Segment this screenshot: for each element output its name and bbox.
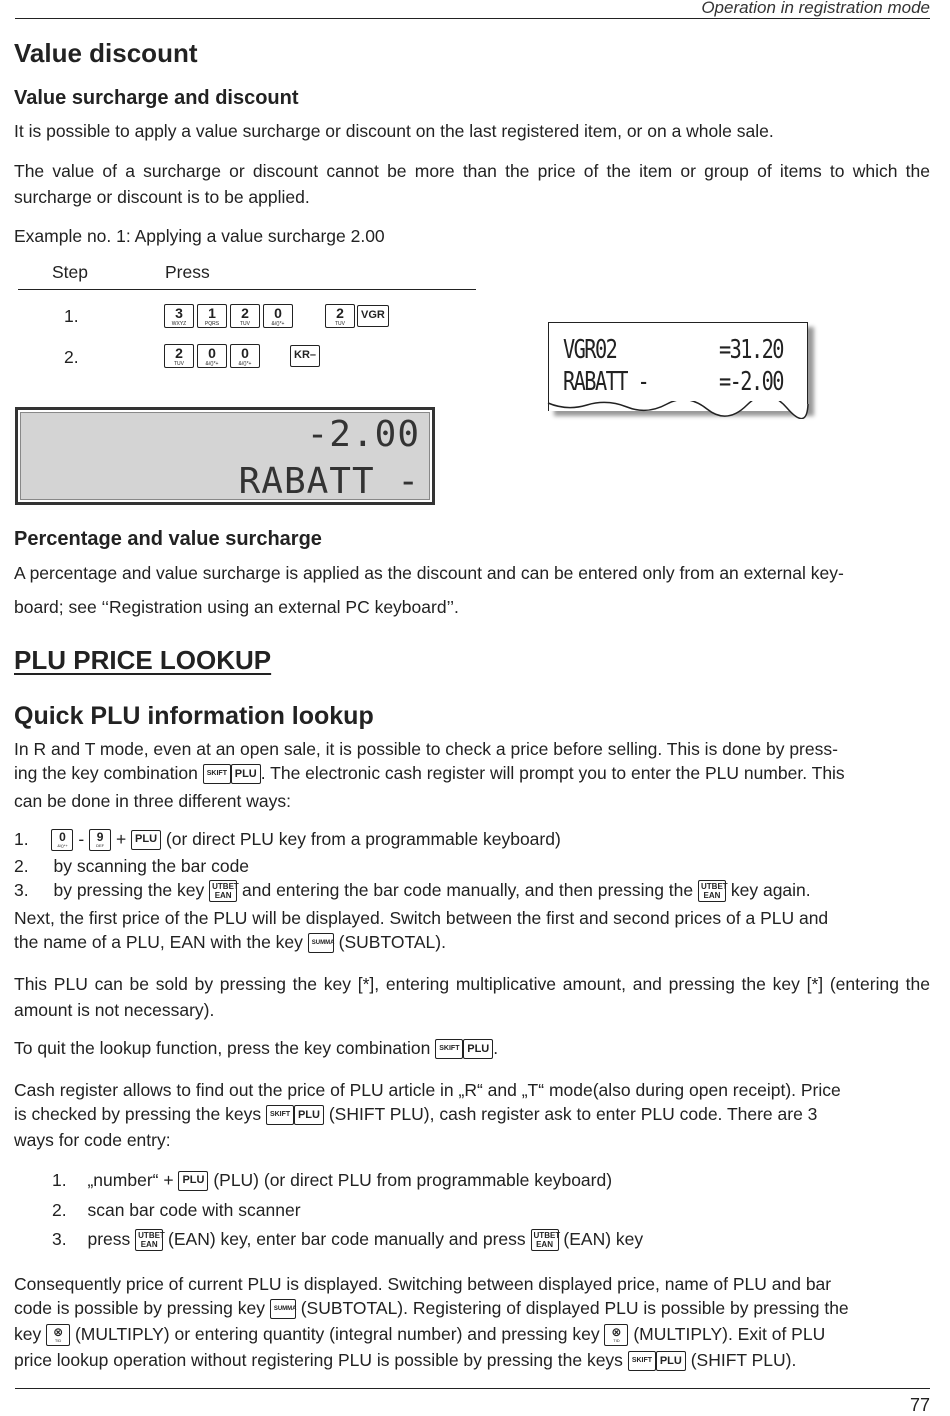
key-0: 0 &/()*+ <box>51 829 73 851</box>
step1-keys <box>164 304 389 328</box>
text: . <box>493 1038 499 1058</box>
lcd-line-2: RABATT - <box>238 461 420 502</box>
text: ing the key combination <box>14 763 198 783</box>
key-2: 2 TUV <box>325 304 355 328</box>
text: . The electronic cash register will prompt you to enter the PLU number. This <box>260 763 845 783</box>
header-rule <box>15 18 930 19</box>
key-plu: PLU <box>463 1039 493 1059</box>
key-skift: SKIFT <box>203 764 231 784</box>
key-utbet-ean: UTBET EAN <box>135 1229 163 1251</box>
paragraph-plu-display: Next, the first price of the PLU will be displayed. Switch between the first and second prices of a PLU and <box>14 908 829 928</box>
list-item <box>14 880 811 902</box>
example-label: Example no. 1: Applying a value surcharge 2.00 <box>14 226 385 246</box>
list-item <box>14 856 249 877</box>
running-header: Operation in registration mode <box>701 0 930 17</box>
key-0: 0 &/()*+ <box>197 344 227 368</box>
text: the name of a PLU, EAN with the key <box>14 932 303 952</box>
key-skift: SKIFT <box>435 1039 463 1059</box>
lcd-line-1: -2.00 <box>306 414 420 455</box>
text: (SUBTOTAL). <box>338 932 446 952</box>
paragraph-plu-quit <box>14 1038 498 1059</box>
key-utbet-ean: UTBET EAN <box>698 880 726 902</box>
list-number: 2. <box>52 1200 67 1220</box>
section-subtitle: Percentage and value surcharge <box>14 528 322 550</box>
list-text: (EAN) key <box>563 1229 644 1249</box>
text: code is possible by pressing key <box>14 1298 265 1318</box>
paragraph-intro: It is possible to apply a value surcharge or discount on the last registered item, or on a whole sale. <box>14 121 774 141</box>
paragraph-limit: The value of a surcharge or discount cannot be more than the price of the item or group of items to which the surcharge or discount is to be applied. <box>14 161 930 207</box>
key-multiply: ⊗ TID <box>604 1324 628 1346</box>
printed-receipt <box>548 322 808 411</box>
paragraph-plu-intro: In R and T mode, even at an open sale, it is possible to check a price before selling. This is done by press- <box>14 739 838 759</box>
text: To quit the lookup function, press the key combination <box>14 1038 431 1058</box>
key-plu: PLU <box>131 830 161 850</box>
paragraph-price-check: ways for code entry: <box>14 1130 171 1150</box>
key-0: 0 &/()*+ <box>230 344 260 368</box>
list-number: 1. <box>52 1170 67 1190</box>
key-plu: PLU <box>231 764 261 784</box>
list-item <box>52 1229 643 1251</box>
receipt-value: =-2.00 <box>719 367 783 397</box>
key-1: 1 PQRS <box>197 304 227 328</box>
plu-section-title: PLU PRICE LOOKUP <box>14 645 272 675</box>
key-summa: SUMMA <box>308 933 334 953</box>
list-item <box>52 1200 301 1221</box>
list-text: key again. <box>730 880 811 900</box>
step2-keys <box>164 344 320 368</box>
page-number: 77 <box>909 1395 930 1415</box>
key-skift: SKIFT <box>628 1351 656 1371</box>
text: (MULTIPLY). Exit of PLU <box>633 1324 826 1344</box>
key-2: 2 TUV <box>164 344 194 368</box>
list-text: (EAN) key, enter bar code manually and press <box>168 1229 526 1249</box>
text: key <box>14 1324 42 1344</box>
paragraph-percentage: A percentage and value surcharge is applied as the discount and can be entered only from an external key- <box>14 563 844 583</box>
step-number: 2. <box>64 347 79 367</box>
key-multiply: ⊗ TID <box>46 1324 70 1346</box>
step-column-header: Step <box>52 262 88 282</box>
receipt-label: VGR02 <box>563 335 617 365</box>
receipt-row <box>563 367 797 397</box>
list-number: 1. <box>14 829 29 849</box>
list-number: 3. <box>52 1229 67 1249</box>
list-text: „number“ + <box>87 1170 174 1190</box>
paragraph-plu-display <box>14 932 446 953</box>
text: (SHIFT PLU), cash register ask to enter PLU code. There are 3 <box>328 1104 818 1124</box>
paragraph-plu-consequent <box>14 1350 796 1371</box>
receipt-label: RABATT - <box>563 367 649 397</box>
text: (SHIFT PLU). <box>690 1350 797 1370</box>
receipt-row <box>563 335 797 365</box>
list-number: 3. <box>14 880 29 900</box>
text: is checked by pressing the keys <box>14 1104 262 1124</box>
list-item <box>14 829 561 851</box>
paragraph-plu-intro: can be done in three different ways: <box>14 791 291 811</box>
paragraph-plu-consequent <box>14 1298 849 1319</box>
key-utbet-ean: UTBET EAN <box>531 1229 559 1251</box>
key-2: 2 TUV <box>230 304 260 328</box>
paragraph-price-check: Cash register allows to find out the price of PLU article in „R“ and „T“ mode(also during open receipt). Price <box>14 1080 841 1100</box>
list-text: scan bar code with scanner <box>87 1200 301 1220</box>
text: price lookup operation without registering PLU is possible by pressing the keys <box>14 1350 623 1370</box>
paragraph-plu-consequent <box>14 1324 825 1346</box>
list-number: 2. <box>14 856 29 876</box>
section-subtitle: Value surcharge and discount <box>14 87 299 109</box>
paragraph-plu-intro <box>14 763 845 784</box>
key-0: 0 &/()*+ <box>263 304 293 328</box>
key-plu: PLU <box>294 1105 324 1125</box>
step-number: 1. <box>64 306 79 326</box>
key-9: 9 DEF <box>89 829 111 851</box>
step-table-rule <box>18 289 476 290</box>
key-utbet-ean: UTBET EAN <box>209 880 237 902</box>
text: (MULTIPLY) or entering quantity (integral number) and pressing key <box>74 1324 600 1344</box>
list-text: and entering the bar code manually, and then pressing the <box>242 880 694 900</box>
list-text: by scanning the bar code <box>53 856 250 876</box>
dash: - <box>78 829 85 849</box>
press-column-header: Press <box>165 262 210 282</box>
list-text: (or direct PLU key from a programmable keyboard) <box>165 829 561 849</box>
key-plu: PLU <box>178 1171 208 1191</box>
key-skift: SKIFT <box>266 1105 294 1125</box>
receipt-value: =31.20 <box>719 335 783 365</box>
footer-rule <box>15 1388 930 1389</box>
key-summa: SUMMA <box>270 1299 296 1319</box>
plu-subtitle: Quick PLU information lookup <box>14 702 374 730</box>
key-vgr: VGR <box>357 305 389 327</box>
paragraph-price-check <box>14 1104 817 1125</box>
list-text: (PLU) (or direct PLU from programmable keyboard) <box>213 1170 613 1190</box>
paragraph-plu-consequent: Consequently price of current PLU is displayed. Switching between displayed price, name of PLU and bar <box>14 1274 832 1294</box>
key-plu: PLU <box>656 1351 686 1371</box>
key-3: 3 WXYZ <box>164 304 194 328</box>
list-text: press <box>87 1229 131 1249</box>
list-text: by pressing the key <box>53 880 205 900</box>
page-title: Value discount <box>14 38 198 68</box>
paragraph-percentage: board; see ‘‘Registration using an external PC keyboard’’. <box>14 597 459 617</box>
lcd-display <box>15 407 435 505</box>
paragraph-plu-sell: This PLU can be sold by pressing the key [*], entering multiplicative amount, and pressing the key [*] (entering the amount is not necessary). <box>14 974 930 1020</box>
list-item <box>52 1170 612 1191</box>
receipt-torn-edge <box>547 401 809 419</box>
key-kr-minus: KR– <box>290 345 320 367</box>
text: (SUBTOTAL). Registering of displayed PLU is possible by pressing the <box>300 1298 849 1318</box>
plus: + <box>115 829 127 849</box>
